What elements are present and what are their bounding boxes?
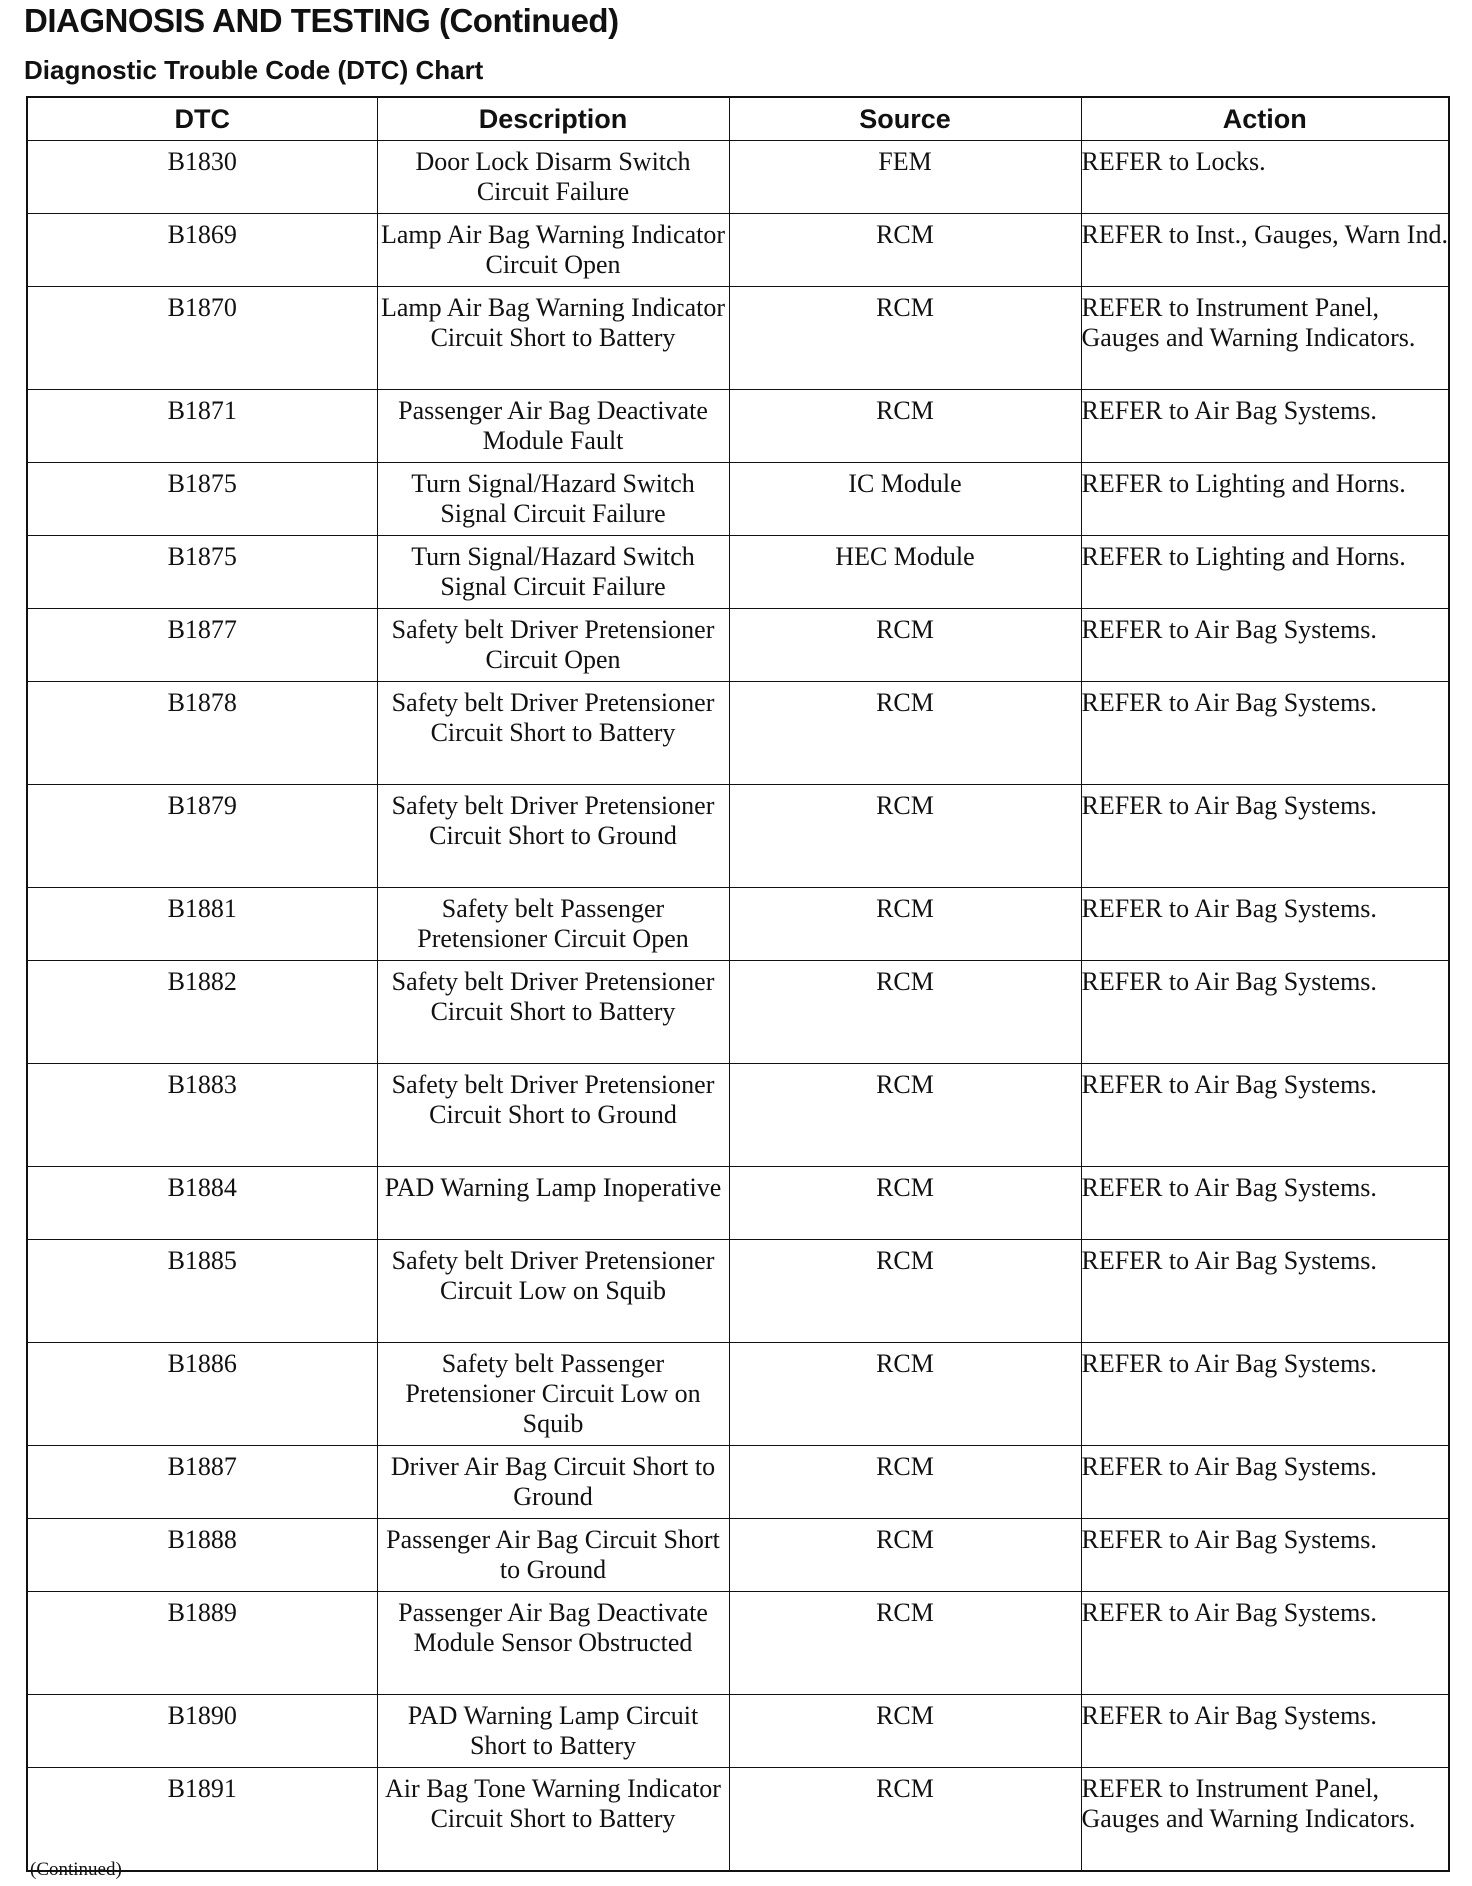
dtc-description: Safety belt Passenger Pretensioner Circuit Low on Squib xyxy=(377,1343,729,1446)
dtc-action: REFER to Air Bag Systems. xyxy=(1081,1064,1449,1167)
table-row xyxy=(27,1592,1449,1695)
dtc-code: B1830 xyxy=(27,141,377,214)
dtc-description: Driver Air Bag Circuit Short to Ground xyxy=(377,1446,729,1519)
table-row xyxy=(27,390,1449,463)
dtc-source: RCM xyxy=(729,1446,1081,1519)
table-row xyxy=(27,1446,1449,1519)
dtc-code: B1884 xyxy=(27,1167,377,1240)
table-row xyxy=(27,214,1449,287)
header-action: Action xyxy=(1081,97,1449,141)
dtc-source: RCM xyxy=(729,961,1081,1064)
dtc-code: B1890 xyxy=(27,1695,377,1768)
dtc-description: Lamp Air Bag Warning Indicator Circuit Open xyxy=(377,214,729,287)
dtc-action: REFER to Air Bag Systems. xyxy=(1081,390,1449,463)
table-row xyxy=(27,1519,1449,1592)
dtc-description: Safety belt Driver Pretensioner Circuit Short to Battery xyxy=(377,682,729,785)
dtc-code: B1877 xyxy=(27,609,377,682)
dtc-action: REFER to Air Bag Systems. xyxy=(1081,1695,1449,1768)
dtc-source: RCM xyxy=(729,1343,1081,1446)
dtc-source: RCM xyxy=(729,682,1081,785)
dtc-source: RCM xyxy=(729,785,1081,888)
dtc-action: REFER to Locks. xyxy=(1081,141,1449,214)
dtc-description: Safety belt Passenger Pretensioner Circuit Open xyxy=(377,888,729,961)
dtc-description: Safety belt Driver Pretensioner Circuit Short to Ground xyxy=(377,1064,729,1167)
dtc-code: B1871 xyxy=(27,390,377,463)
table-row xyxy=(27,536,1449,609)
table-header-row xyxy=(27,97,1449,141)
dtc-code: B1875 xyxy=(27,536,377,609)
dtc-source: RCM xyxy=(729,1695,1081,1768)
dtc-code: B1869 xyxy=(27,214,377,287)
dtc-description: Safety belt Driver Pretensioner Circuit Open xyxy=(377,609,729,682)
dtc-code: B1878 xyxy=(27,682,377,785)
dtc-description: Passenger Air Bag Deactivate Module Fault xyxy=(377,390,729,463)
dtc-action: REFER to Air Bag Systems. xyxy=(1081,1519,1449,1592)
dtc-source: FEM xyxy=(729,141,1081,214)
page-title: DIAGNOSIS AND TESTING (Continued) xyxy=(24,2,619,39)
table-row xyxy=(27,1167,1449,1240)
dtc-source: RCM xyxy=(729,390,1081,463)
table-row xyxy=(27,1240,1449,1343)
header-dtc: DTC xyxy=(27,97,377,141)
dtc-description: Passenger Air Bag Circuit Short to Ground xyxy=(377,1519,729,1592)
dtc-code: B1891 xyxy=(27,1768,377,1872)
dtc-description: Safety belt Driver Pretensioner Circuit Low on Squib xyxy=(377,1240,729,1343)
dtc-action: REFER to Air Bag Systems. xyxy=(1081,682,1449,785)
dtc-action: REFER to Air Bag Systems. xyxy=(1081,888,1449,961)
dtc-source: HEC Module xyxy=(729,536,1081,609)
dtc-code: B1888 xyxy=(27,1519,377,1592)
dtc-source: RCM xyxy=(729,1519,1081,1592)
dtc-code: B1887 xyxy=(27,1446,377,1519)
dtc-description: Air Bag Tone Warning Indicator Circuit Short to Battery xyxy=(377,1768,729,1872)
table-row xyxy=(27,463,1449,536)
table-row xyxy=(27,141,1449,214)
dtc-description: Turn Signal/Hazard Switch Signal Circuit Failure xyxy=(377,463,729,536)
dtc-source: RCM xyxy=(729,888,1081,961)
dtc-source: RCM xyxy=(729,1064,1081,1167)
header-description: Description xyxy=(377,97,729,141)
table-row xyxy=(27,785,1449,888)
dtc-source: IC Module xyxy=(729,463,1081,536)
table-row xyxy=(27,682,1449,785)
table-row xyxy=(27,1695,1449,1768)
dtc-code: B1870 xyxy=(27,287,377,390)
dtc-description: Lamp Air Bag Warning Indicator Circuit Short to Battery xyxy=(377,287,729,390)
dtc-source: RCM xyxy=(729,1167,1081,1240)
dtc-action: REFER to Air Bag Systems. xyxy=(1081,785,1449,888)
dtc-action: REFER to Instrument Panel, Gauges and Warning Indicators. xyxy=(1081,1768,1449,1872)
dtc-description: PAD Warning Lamp Circuit Short to Battery xyxy=(377,1695,729,1768)
dtc-description: Safety belt Driver Pretensioner Circuit Short to Ground xyxy=(377,785,729,888)
dtc-action: REFER to Air Bag Systems. xyxy=(1081,1240,1449,1343)
dtc-code: B1883 xyxy=(27,1064,377,1167)
dtc-code: B1882 xyxy=(27,961,377,1064)
dtc-description: PAD Warning Lamp Inoperative xyxy=(377,1167,729,1240)
dtc-action: REFER to Lighting and Horns. xyxy=(1081,463,1449,536)
dtc-source: RCM xyxy=(729,214,1081,287)
table-row xyxy=(27,287,1449,390)
continued-note: (Continued) xyxy=(30,1859,122,1880)
dtc-description: Turn Signal/Hazard Switch Signal Circuit Failure xyxy=(377,536,729,609)
dtc-action: REFER to Air Bag Systems. xyxy=(1081,1343,1449,1446)
dtc-code: B1879 xyxy=(27,785,377,888)
dtc-action: REFER to Inst., Gauges, Warn Ind. xyxy=(1081,214,1449,287)
dtc-code: B1875 xyxy=(27,463,377,536)
dtc-code: B1885 xyxy=(27,1240,377,1343)
dtc-description: Safety belt Driver Pretensioner Circuit Short to Battery xyxy=(377,961,729,1064)
table-row xyxy=(27,1343,1449,1446)
dtc-description: Door Lock Disarm Switch Circuit Failure xyxy=(377,141,729,214)
dtc-action: REFER to Air Bag Systems. xyxy=(1081,961,1449,1064)
dtc-source: RCM xyxy=(729,1768,1081,1872)
dtc-code: B1886 xyxy=(27,1343,377,1446)
dtc-action: REFER to Air Bag Systems. xyxy=(1081,1167,1449,1240)
dtc-action: REFER to Air Bag Systems. xyxy=(1081,1592,1449,1695)
dtc-source: RCM xyxy=(729,1592,1081,1695)
dtc-action: REFER to Air Bag Systems. xyxy=(1081,609,1449,682)
dtc-action: REFER to Air Bag Systems. xyxy=(1081,1446,1449,1519)
dtc-code: B1889 xyxy=(27,1592,377,1695)
dtc-source: RCM xyxy=(729,609,1081,682)
table-row xyxy=(27,609,1449,682)
dtc-action: REFER to Lighting and Horns. xyxy=(1081,536,1449,609)
dtc-code: B1881 xyxy=(27,888,377,961)
table-row xyxy=(27,961,1449,1064)
chart-title: Diagnostic Trouble Code (DTC) Chart xyxy=(24,55,484,85)
dtc-source: RCM xyxy=(729,1240,1081,1343)
dtc-description: Passenger Air Bag Deactivate Module Sensor Obstructed xyxy=(377,1592,729,1695)
dtc-source: RCM xyxy=(729,287,1081,390)
table-row xyxy=(27,1064,1449,1167)
table-row xyxy=(27,1768,1449,1872)
dtc-chart-table xyxy=(26,96,1450,1872)
header-source: Source xyxy=(729,97,1081,141)
dtc-action: REFER to Instrument Panel, Gauges and Warning Indicators. xyxy=(1081,287,1449,390)
table-row xyxy=(27,888,1449,961)
